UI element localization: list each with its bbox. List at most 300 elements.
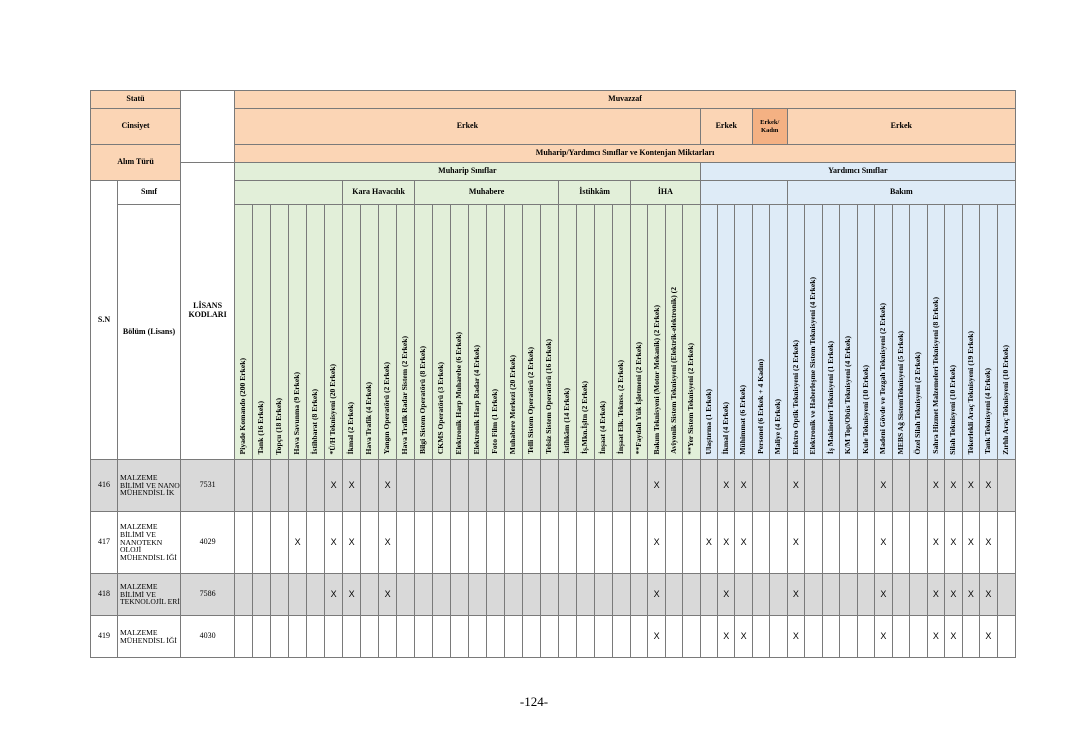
row-mark-cell bbox=[307, 512, 325, 574]
row-mark-cell bbox=[822, 574, 840, 616]
row-mark-cell bbox=[505, 616, 523, 658]
row-mark-cell: X bbox=[325, 512, 343, 574]
row-mark-cell bbox=[683, 512, 700, 574]
row-mark-cell bbox=[613, 616, 631, 658]
row-mark-cell bbox=[415, 616, 433, 658]
row-mark-cell bbox=[343, 616, 361, 658]
column-header-label: Tekerlekli Araç Teknisyeni (19 Erkek) bbox=[965, 330, 975, 455]
row-mark-cell bbox=[910, 616, 928, 658]
column-header bbox=[397, 205, 415, 460]
column-header bbox=[253, 205, 271, 460]
row-mark-cell bbox=[613, 460, 631, 512]
column-header-label: Silah Teknisyeni (10 Erkek) bbox=[948, 364, 958, 455]
muhabere-group: Muhabere bbox=[415, 181, 559, 205]
row-mark-cell bbox=[469, 460, 487, 512]
column-header-label: Ulaştırma (1 Erkek) bbox=[703, 388, 713, 455]
row-mark-cell bbox=[752, 460, 769, 512]
row-mark-cell bbox=[487, 616, 505, 658]
row-mark-cell bbox=[253, 574, 271, 616]
row-mark-cell bbox=[523, 616, 541, 658]
row-mark-cell: X bbox=[980, 616, 998, 658]
row-mark-cell bbox=[770, 512, 787, 574]
row-mark-cell bbox=[451, 574, 469, 616]
row-mark-cell bbox=[541, 460, 559, 512]
column-header-label: **Yer Sistem Teknisyeni (2 Erkek) bbox=[686, 342, 696, 455]
row-mark-cell: X bbox=[648, 616, 665, 658]
row-mark-cell bbox=[451, 616, 469, 658]
row-mark-cell bbox=[361, 460, 379, 512]
page-number: -124- bbox=[519, 694, 549, 709]
row-mark-cell bbox=[613, 574, 631, 616]
muharip-group-spacer bbox=[235, 181, 343, 205]
row-mark-cell: X bbox=[945, 460, 963, 512]
column-header bbox=[379, 205, 397, 460]
row-mark-cell bbox=[840, 616, 858, 658]
column-header bbox=[271, 205, 289, 460]
row-sn: 416 bbox=[91, 460, 118, 512]
row-mark-cell: X bbox=[379, 460, 397, 512]
row-bolum: MALZEME BİLİMİ VE NANO MÜHENDİSL İK bbox=[118, 460, 181, 512]
column-header-label: Zırhlı Araç Teknisyeni (10 Erkek) bbox=[1001, 344, 1011, 455]
row-mark-cell: X bbox=[875, 512, 893, 574]
row-mark-cell: X bbox=[718, 512, 735, 574]
row-mark-cell bbox=[379, 616, 397, 658]
row-mark-cell: X bbox=[289, 512, 307, 574]
column-header bbox=[595, 205, 613, 460]
row-mark-cell: X bbox=[735, 512, 752, 574]
column-header bbox=[289, 205, 307, 460]
row-mark-cell bbox=[289, 574, 307, 616]
quota-table bbox=[90, 90, 1016, 658]
row-mark-cell bbox=[752, 574, 769, 616]
row-mark-cell bbox=[433, 512, 451, 574]
row-mark-cell bbox=[857, 574, 875, 616]
column-header-label: İstihbarat (8 Erkek) bbox=[310, 388, 320, 455]
column-header-label: Bilgi Sistem Operatörü (8 Erkek) bbox=[418, 346, 428, 455]
row-mark-cell bbox=[840, 512, 858, 574]
column-header bbox=[683, 205, 700, 460]
row-mark-cell bbox=[735, 574, 752, 616]
row-mark-cell bbox=[857, 616, 875, 658]
row-mark-cell bbox=[910, 574, 928, 616]
row-mark-cell bbox=[631, 574, 648, 616]
column-header-label: Elektro Optik Teknisyeni (2 Erkek) bbox=[790, 339, 800, 455]
row-mark-cell bbox=[631, 616, 648, 658]
row-mark-cell bbox=[577, 460, 595, 512]
row-mark-cell: X bbox=[875, 616, 893, 658]
row-mark-cell bbox=[752, 512, 769, 574]
column-header bbox=[822, 205, 840, 460]
column-header-label: Hava Trafik Radar Sistem (2 Erkek) bbox=[400, 335, 410, 455]
row-mark-cell bbox=[523, 574, 541, 616]
row-mark-cell bbox=[523, 460, 541, 512]
row-mark-cell bbox=[997, 574, 1015, 616]
column-header bbox=[752, 205, 769, 460]
row-mark-cell bbox=[361, 616, 379, 658]
row-mark-cell bbox=[910, 460, 928, 512]
row-lisans-code: 4030 bbox=[181, 616, 235, 658]
row-mark-cell bbox=[840, 460, 858, 512]
row-sn: 418 bbox=[91, 574, 118, 616]
row-mark-cell bbox=[289, 460, 307, 512]
row-mark-cell bbox=[665, 512, 682, 574]
lisans-kodlari-label: LİSANS KODLARI bbox=[181, 163, 235, 460]
column-header-label: Madeni Gövde ve Tezgah Teknisyeni (2 Erkek) bbox=[878, 303, 888, 455]
row-mark-cell bbox=[665, 460, 682, 512]
erkek-label-ikmal: Erkek bbox=[700, 109, 752, 145]
row-mark-cell: X bbox=[945, 616, 963, 658]
muvazzaf-label: Muvazzaf bbox=[235, 91, 1016, 109]
row-mark-cell bbox=[307, 460, 325, 512]
column-header-label: **Faydalı Yük İşletmeni (2 Erkek) bbox=[634, 341, 644, 455]
row-bolum: MALZEME MÜHENDİSL İĞİ bbox=[118, 616, 181, 658]
row-mark-cell: X bbox=[700, 512, 717, 574]
contingent-title: Muharip/Yardımcı Sınıflar ve Kontenjan Miktarları bbox=[235, 145, 1016, 163]
column-header-label: Elektronik Harp Muharebe (6 Erkek) bbox=[454, 331, 464, 455]
column-header-label: Bakım Teknisyeni (Motor Mekanik) (2 Erkek) bbox=[651, 304, 661, 455]
yardimci-group-spacer bbox=[700, 181, 787, 205]
row-mark-cell: X bbox=[718, 460, 735, 512]
row-mark-cell: X bbox=[325, 574, 343, 616]
column-header-label: İnşaat Elk. Teknss. (2 Erkek) bbox=[616, 360, 626, 455]
column-header bbox=[857, 205, 875, 460]
row-mark-cell bbox=[271, 616, 289, 658]
column-header bbox=[469, 205, 487, 460]
row-mark-cell bbox=[415, 512, 433, 574]
row-mark-cell bbox=[683, 616, 700, 658]
row-mark-cell bbox=[235, 460, 253, 512]
row-mark-cell bbox=[523, 512, 541, 574]
row-mark-cell bbox=[997, 616, 1015, 658]
column-header-label: Özel Silah Teknisyeni (2 Erkek) bbox=[913, 351, 923, 455]
row-mark-cell: X bbox=[980, 574, 998, 616]
row-bolum: MALZEME BİLİMİ VE TEKNOLOJİL ERİ bbox=[118, 574, 181, 616]
row-mark-cell: X bbox=[735, 460, 752, 512]
row-mark-cell bbox=[822, 512, 840, 574]
row-mark-cell: X bbox=[787, 574, 805, 616]
column-header bbox=[433, 205, 451, 460]
row-mark-cell bbox=[397, 460, 415, 512]
row-mark-cell bbox=[559, 460, 577, 512]
column-header bbox=[997, 205, 1015, 460]
alim-turu-label: Alım Türü bbox=[91, 145, 181, 181]
table-row bbox=[91, 512, 1016, 574]
column-header bbox=[559, 205, 577, 460]
row-mark-cell bbox=[822, 616, 840, 658]
column-header-label: Maliye (4 Erkek) bbox=[773, 398, 783, 455]
row-mark-cell bbox=[451, 460, 469, 512]
row-mark-cell: X bbox=[787, 512, 805, 574]
row-mark-cell bbox=[271, 512, 289, 574]
column-header bbox=[451, 205, 469, 460]
row-mark-cell bbox=[307, 616, 325, 658]
row-mark-cell bbox=[595, 512, 613, 574]
row-mark-cell bbox=[577, 512, 595, 574]
row-mark-cell: X bbox=[962, 574, 980, 616]
row-mark-cell bbox=[235, 512, 253, 574]
row-mark-cell bbox=[433, 574, 451, 616]
row-mark-cell bbox=[253, 512, 271, 574]
row-mark-cell: X bbox=[718, 574, 735, 616]
column-header-label: CKMS Operatörü (3 Erkek) bbox=[436, 362, 446, 455]
yardimci-label: Yardımcı Sınıflar bbox=[700, 163, 1015, 181]
row-mark-cell: X bbox=[787, 460, 805, 512]
row-mark-cell bbox=[541, 616, 559, 658]
statu-label: Statü bbox=[91, 91, 181, 109]
row-mark-cell bbox=[541, 512, 559, 574]
row-mark-cell: X bbox=[648, 460, 665, 512]
row-mark-cell bbox=[487, 460, 505, 512]
column-header-label: Mühimmat (6 Erkek) bbox=[738, 384, 748, 455]
row-mark-cell bbox=[505, 574, 523, 616]
row-bolum: MALZEME BİLİMİ VE NANOTEKN OLOJİ MÜHENDİSL İĞİ bbox=[118, 512, 181, 574]
row-mark-cell: X bbox=[945, 574, 963, 616]
column-header bbox=[805, 205, 823, 460]
bakim-group: Bakım bbox=[787, 181, 1015, 205]
column-header bbox=[718, 205, 735, 460]
row-mark-cell: X bbox=[787, 616, 805, 658]
column-header-label: Kule Teknisyeni (10 Erkek) bbox=[860, 365, 870, 455]
istihkam-group: İstihkâm bbox=[559, 181, 631, 205]
row-mark-cell bbox=[770, 616, 787, 658]
column-header-label: İş.Mkn.İşltn (2 Erkek) bbox=[580, 381, 590, 455]
row-mark-cell: X bbox=[379, 512, 397, 574]
row-mark-cell bbox=[577, 616, 595, 658]
row-mark-cell: X bbox=[927, 460, 945, 512]
row-mark-cell bbox=[397, 512, 415, 574]
column-header bbox=[700, 205, 717, 460]
column-header-label: Telli Sistem Operatörü (2 Erkek) bbox=[526, 347, 536, 455]
row-mark-cell bbox=[840, 574, 858, 616]
row-mark-cell bbox=[307, 574, 325, 616]
column-header-label: İnşaat (4 Erkek) bbox=[598, 401, 608, 455]
row-mark-cell bbox=[857, 512, 875, 574]
row-mark-cell bbox=[700, 616, 717, 658]
row-mark-cell: X bbox=[343, 460, 361, 512]
row-mark-cell bbox=[631, 460, 648, 512]
row-mark-cell bbox=[235, 574, 253, 616]
iha-group: İHA bbox=[631, 181, 701, 205]
column-header-label: Elektronik ve Haberleşme Sistem Teknisyeni (4 Erkek) bbox=[808, 276, 818, 455]
column-header bbox=[927, 205, 945, 460]
column-header-label: Personel (6 Erkek + 4 Kadın) bbox=[755, 359, 765, 455]
column-header-label: Hava Trafik (4 Erkek) bbox=[364, 381, 374, 455]
row-mark-cell bbox=[271, 460, 289, 512]
row-mark-cell: X bbox=[718, 616, 735, 658]
column-header bbox=[787, 205, 805, 460]
column-header-label: Sahra Hizmet Malzemeleri Teknisyeni (8 Erkek) bbox=[930, 297, 940, 455]
row-mark-cell bbox=[361, 512, 379, 574]
row-mark-cell bbox=[397, 616, 415, 658]
row-mark-cell bbox=[892, 616, 910, 658]
row-mark-cell bbox=[469, 616, 487, 658]
row-mark-cell: X bbox=[962, 512, 980, 574]
row-mark-cell bbox=[451, 512, 469, 574]
row-mark-cell: X bbox=[927, 574, 945, 616]
row-mark-cell bbox=[433, 460, 451, 512]
column-header bbox=[631, 205, 648, 460]
muharip-label: Muharip Sınıflar bbox=[235, 163, 701, 181]
row-mark-cell bbox=[487, 512, 505, 574]
row-mark-cell bbox=[805, 574, 823, 616]
row-mark-cell bbox=[683, 460, 700, 512]
column-header bbox=[910, 205, 928, 460]
erkek-kadin-label: Erkek/ Kadın bbox=[752, 109, 787, 145]
row-mark-cell bbox=[595, 574, 613, 616]
row-mark-cell: X bbox=[325, 460, 343, 512]
column-header-label: İkmal (2 Erkek) bbox=[346, 401, 356, 455]
column-header-label: İş Makineleri Teknisyeni (1 Erkek) bbox=[825, 341, 835, 455]
row-mark-cell bbox=[805, 512, 823, 574]
column-header bbox=[840, 205, 858, 460]
table-row bbox=[91, 460, 1016, 512]
column-header bbox=[875, 205, 893, 460]
row-mark-cell bbox=[559, 512, 577, 574]
erkek-label-bakim: Erkek bbox=[787, 109, 1015, 145]
column-header bbox=[307, 205, 325, 460]
row-sn: 417 bbox=[91, 512, 118, 574]
row-mark-cell bbox=[505, 460, 523, 512]
erkek-label-muharip: Erkek bbox=[235, 109, 701, 145]
row-mark-cell bbox=[289, 616, 307, 658]
column-header-label: MEBS Ağ SistemTeknisyeni (5 Erkek) bbox=[895, 330, 905, 455]
table-row bbox=[91, 616, 1016, 658]
row-mark-cell bbox=[505, 512, 523, 574]
row-mark-cell: X bbox=[962, 460, 980, 512]
row-sn: 419 bbox=[91, 616, 118, 658]
row-mark-cell bbox=[541, 574, 559, 616]
row-mark-cell bbox=[770, 574, 787, 616]
column-header-label: Piyade Komando (200 Erkek) bbox=[238, 357, 248, 455]
table-row bbox=[91, 574, 1016, 616]
column-header-label: Tank (16 Erkek) bbox=[256, 400, 266, 455]
row-mark-cell bbox=[235, 616, 253, 658]
row-mark-cell bbox=[770, 460, 787, 512]
column-header-label: K/M Top/Obüs Teknisyeni (4 Erkek) bbox=[843, 336, 853, 455]
row-mark-cell bbox=[595, 460, 613, 512]
row-mark-cell bbox=[892, 460, 910, 512]
row-mark-cell: X bbox=[875, 574, 893, 616]
column-header bbox=[415, 205, 433, 460]
column-header-label: Topçu (18 Erkek) bbox=[274, 397, 284, 455]
cinsiyet-label: Cinsiyet bbox=[91, 109, 181, 145]
row-lisans-code: 7586 bbox=[181, 574, 235, 616]
column-header-label: İstihkâm (14 Erkek) bbox=[562, 388, 572, 455]
column-header-label: Elektronik Harp Radar (4 Erkek) bbox=[472, 344, 482, 455]
column-header bbox=[735, 205, 752, 460]
column-header bbox=[343, 205, 361, 460]
bolum-label: Bölüm (Lisans) bbox=[118, 205, 181, 460]
column-header bbox=[505, 205, 523, 460]
sinif-label: Sınıf bbox=[118, 181, 181, 205]
kara-havacilik-group: Kara Havacılık bbox=[343, 181, 415, 205]
row-mark-cell bbox=[683, 574, 700, 616]
column-header bbox=[577, 205, 595, 460]
column-header-label: Yangın Operatörü (2 Erkek) bbox=[382, 362, 392, 455]
row-mark-cell bbox=[433, 616, 451, 658]
column-header bbox=[541, 205, 559, 460]
row-mark-cell bbox=[595, 616, 613, 658]
row-mark-cell bbox=[613, 512, 631, 574]
row-mark-cell bbox=[700, 574, 717, 616]
row-mark-cell bbox=[892, 574, 910, 616]
row-mark-cell: X bbox=[945, 512, 963, 574]
column-header bbox=[325, 205, 343, 460]
column-header bbox=[487, 205, 505, 460]
column-header-label: Foto Film (1 Erkek) bbox=[490, 389, 500, 455]
column-header bbox=[361, 205, 379, 460]
blank-header-cell bbox=[181, 91, 235, 163]
column-header bbox=[648, 205, 665, 460]
column-header-label: Telsiz Sistem Operatörü (16 Erkek) bbox=[544, 339, 554, 455]
column-header-label: Muhabere Merkezi (20 Erkek) bbox=[508, 355, 518, 455]
row-mark-cell: X bbox=[648, 574, 665, 616]
row-mark-cell: X bbox=[980, 512, 998, 574]
row-mark-cell: X bbox=[648, 512, 665, 574]
row-mark-cell bbox=[997, 512, 1015, 574]
column-header bbox=[770, 205, 787, 460]
column-header bbox=[892, 205, 910, 460]
row-mark-cell: X bbox=[927, 512, 945, 574]
column-header-label: Tank Teknisyeni (4 Erkek) bbox=[983, 368, 993, 455]
row-mark-cell bbox=[415, 460, 433, 512]
row-mark-cell bbox=[805, 616, 823, 658]
column-header bbox=[523, 205, 541, 460]
row-mark-cell bbox=[469, 574, 487, 616]
row-mark-cell: X bbox=[927, 616, 945, 658]
column-header-label: Aviyonik Sistem Teknisyeni (Elektrik-elektronik) (2 bbox=[668, 287, 678, 455]
row-mark-cell bbox=[397, 574, 415, 616]
column-header-label: *Ü/H Teknisyeni (20 Erkek) bbox=[328, 363, 338, 455]
row-mark-cell bbox=[665, 574, 682, 616]
row-mark-cell bbox=[253, 460, 271, 512]
row-mark-cell bbox=[469, 512, 487, 574]
column-header bbox=[945, 205, 963, 460]
row-mark-cell bbox=[631, 512, 648, 574]
column-header-label: Hava Savunma (9 Erkek) bbox=[292, 371, 302, 455]
row-mark-cell bbox=[962, 616, 980, 658]
row-mark-cell: X bbox=[735, 616, 752, 658]
row-mark-cell bbox=[822, 460, 840, 512]
row-mark-cell bbox=[910, 512, 928, 574]
row-mark-cell bbox=[415, 574, 433, 616]
row-mark-cell bbox=[857, 460, 875, 512]
column-header-label: İkmal (4 Erkek) bbox=[721, 401, 731, 455]
row-mark-cell bbox=[487, 574, 505, 616]
row-mark-cell bbox=[271, 574, 289, 616]
row-mark-cell: X bbox=[875, 460, 893, 512]
row-mark-cell bbox=[997, 460, 1015, 512]
column-header bbox=[613, 205, 631, 460]
row-mark-cell bbox=[559, 574, 577, 616]
row-mark-cell bbox=[700, 460, 717, 512]
sn-label: S.N bbox=[91, 181, 118, 460]
row-mark-cell bbox=[559, 616, 577, 658]
row-mark-cell: X bbox=[343, 574, 361, 616]
row-mark-cell bbox=[805, 460, 823, 512]
row-mark-cell bbox=[253, 616, 271, 658]
row-mark-cell: X bbox=[379, 574, 397, 616]
row-mark-cell bbox=[325, 616, 343, 658]
row-mark-cell bbox=[665, 616, 682, 658]
column-header bbox=[235, 205, 253, 460]
column-header bbox=[962, 205, 980, 460]
row-mark-cell bbox=[361, 574, 379, 616]
column-header bbox=[665, 205, 682, 460]
row-mark-cell bbox=[892, 512, 910, 574]
row-mark-cell: X bbox=[980, 460, 998, 512]
row-lisans-code: 7531 bbox=[181, 460, 235, 512]
